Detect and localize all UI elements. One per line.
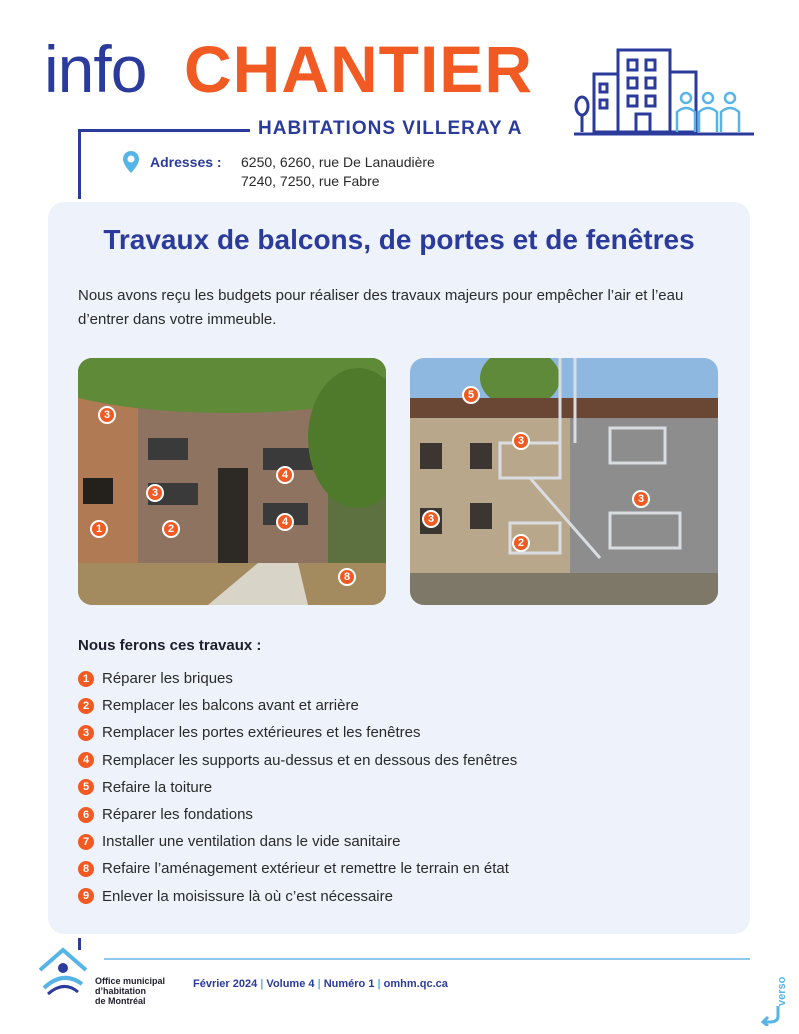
turn-page-arrow-icon [760, 1004, 784, 1026]
list-item [78, 883, 738, 910]
address-line-1: 6250, 6260, rue De Lanaudière [241, 154, 435, 170]
item-text: Enlever la moisissure là où c’est nécessaire [102, 887, 393, 905]
page-title: Travaux de balcons, de portes et de fenêtres [103, 224, 695, 255]
item-number: 4 [78, 752, 94, 768]
photo-right-marker: 5 [462, 386, 480, 404]
photo-right-marker: 3 [632, 490, 650, 508]
issue-date: Février 2024 [193, 978, 258, 990]
logo-chantier-text: CHANTIER [184, 32, 533, 106]
org-line-1: Office municipal [95, 976, 166, 986]
org-line-2: d’habitation [95, 986, 146, 996]
header-frame-top [78, 129, 250, 132]
org-line-3: de Montréal [95, 996, 146, 1006]
photo-left-marker: 3 [146, 484, 164, 502]
list-item [78, 665, 738, 692]
item-number: 6 [78, 807, 94, 823]
photo-left-marker: 4 [276, 466, 294, 484]
buildings-people-icon [574, 44, 754, 140]
works-list [78, 665, 738, 910]
photo-left-marker: 4 [276, 513, 294, 531]
separator: | [377, 978, 381, 990]
photo-left-marker: 8 [338, 568, 356, 586]
list-item [78, 774, 738, 801]
address-line-2: 7240, 7250, rue Fabre [241, 173, 380, 189]
separator: | [260, 978, 264, 990]
photo-left-marker: 3 [98, 406, 116, 424]
issue-number: Numéro 1 [323, 978, 375, 990]
website-link[interactable]: omhm.qc.ca [383, 978, 448, 990]
list-item [78, 855, 738, 882]
footer-divider [104, 958, 750, 960]
item-text: Remplacer les portes extérieures et les fenêtres [102, 724, 421, 742]
list-item [78, 828, 738, 855]
item-number: 3 [78, 725, 94, 741]
item-number: 5 [78, 779, 94, 795]
item-text: Réparer les fondations [102, 806, 253, 824]
list-item [78, 719, 738, 746]
logo-info-text: info [44, 32, 147, 106]
org-name [95, 976, 165, 1006]
issue-volume: Volume 4 [266, 978, 315, 990]
photo-front-building [78, 358, 386, 605]
address-label: Adresses : [150, 154, 222, 170]
item-text: Refaire la toiture [102, 778, 213, 796]
header-frame-left [78, 129, 81, 199]
list-item [78, 747, 738, 774]
item-number: 8 [78, 861, 94, 877]
omhm-logo-icon [34, 944, 92, 1002]
item-text: Remplacer les supports au-dessus et en dessous des fenêtres [102, 751, 518, 769]
item-number: 9 [78, 888, 94, 904]
photo-rear-building [410, 358, 718, 605]
photo-right-marker: 2 [512, 534, 530, 552]
item-text: Refaire l’aménagement extérieur et remettre le terrain en état [102, 860, 509, 878]
item-number: 7 [78, 834, 94, 850]
issue-info [193, 978, 448, 990]
list-item [78, 692, 738, 719]
list-item [78, 801, 738, 828]
item-text: Remplacer les balcons avant et arrière [102, 697, 359, 715]
photo-right-marker: 3 [422, 510, 440, 528]
project-name: HABITATIONS VILLERAY A [258, 118, 523, 139]
intro-paragraph: Nous avons reçu les budgets pour réaliser des travaux majeurs pour empêcher l’air et l’eau d’entrer dans votre immeuble. [78, 287, 684, 328]
photo-left-marker: 1 [90, 520, 108, 538]
verso-label: verso [776, 976, 788, 1006]
separator: | [317, 978, 321, 990]
item-text: Réparer les briques [102, 670, 233, 688]
item-number: 1 [78, 671, 94, 687]
photo-left-marker: 2 [162, 520, 180, 538]
photo-right-marker: 3 [512, 432, 530, 450]
item-text: Installer une ventilation dans le vide sanitaire [102, 833, 401, 851]
works-heading: Nous ferons ces travaux : [78, 637, 262, 654]
item-number: 2 [78, 698, 94, 714]
location-pin-icon [122, 150, 140, 174]
